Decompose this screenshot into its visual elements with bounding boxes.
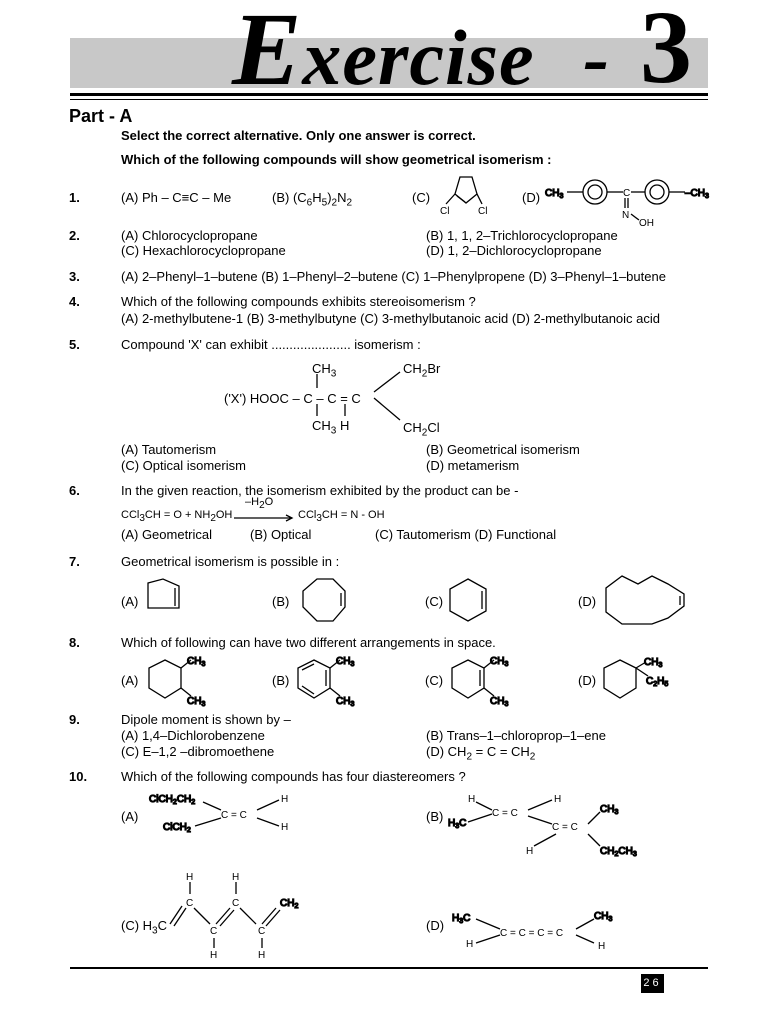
q10b-ch3: $CH_3$ xyxy=(600,804,619,816)
q10a-clch2ch2: $ClCH_2CH_2$ xyxy=(149,794,196,806)
q7-number: 7. xyxy=(69,554,80,569)
q6-product: CCl$_3$CH = N - OH xyxy=(298,509,385,525)
q4-options: (A) 2-methylbutene-1 (B) 3-methylbutyne (C) 3-methylbutanoic acid (D) 2-methylbutanoic acid xyxy=(121,311,660,326)
q10b-h1: H xyxy=(468,794,476,805)
q5-option-a: (A) Tautomerism xyxy=(121,442,217,457)
q6-option-cd: (C) Tautomerism (D) Functional xyxy=(375,527,557,542)
q10a-c-eq-c: C = C xyxy=(221,810,247,821)
q7-cyclopentene xyxy=(143,578,183,614)
q6-arrow-condition: $-H_2O$ xyxy=(245,496,274,512)
q1-n-atom: N xyxy=(622,210,630,221)
q7-text: Geometrical isomerism is possible in : xyxy=(121,554,340,569)
q6-option-b: (B) Optical xyxy=(250,527,312,542)
q10b-c-eq-c-1: C = C xyxy=(492,808,518,819)
q2-option-c: (C) Hexachlorocyclopropane xyxy=(121,243,286,258)
q10-text: Which of the following compounds has four diastereomers ? xyxy=(121,769,466,784)
q10b-h2: H xyxy=(554,794,562,805)
q8-option-c: (C) xyxy=(425,673,444,688)
q10b-h3: H xyxy=(526,846,534,857)
part-heading: Part - A xyxy=(69,106,133,126)
q10d-h-right: H xyxy=(598,941,606,952)
q8a-ch3-top: $CH_3$ xyxy=(187,656,206,668)
q6-option-a: (A) Geometrical xyxy=(121,527,213,542)
q1-oh: OH xyxy=(639,218,654,229)
q5-ch3-bottom: $CH_3$ H xyxy=(312,418,350,437)
q5-number: 5. xyxy=(69,337,80,352)
q5-main-chain: ('X') HOOC – C – C = C xyxy=(224,391,361,406)
q7-option-b: (B) xyxy=(272,594,290,609)
q10b-ch2ch3: $CH_2CH_3$ xyxy=(600,846,637,858)
q8a-ch3-bottom: $CH_3$ xyxy=(187,696,206,708)
q6-number: 6. xyxy=(69,483,80,498)
q10c-c4: C xyxy=(258,926,266,937)
exercise-number: 3 xyxy=(640,0,692,105)
q10b-h3c: $H_3C$ xyxy=(448,818,467,830)
q9-option-b: (B) Trans–1–chloroprop–1–ene xyxy=(426,728,606,743)
q10b-c-eq-c-2: C = C xyxy=(552,822,578,833)
q10d-h-left: H xyxy=(466,939,474,950)
q8-option-b: (B) xyxy=(272,673,290,688)
q1-d-ch3-right: $-CH_3$ xyxy=(685,188,709,200)
q10d-ch3: $CH_3$ xyxy=(594,911,613,923)
q5-ch2br: $CH_2Br$ xyxy=(403,361,441,380)
q1-number: 1. xyxy=(69,190,80,205)
q10-structure-b xyxy=(448,790,658,860)
q10-option-d: (D) xyxy=(426,918,445,933)
q10c-h4: H xyxy=(258,950,266,961)
q8-number: 8. xyxy=(69,635,80,650)
q1-cyclopentene-structure xyxy=(440,172,500,220)
q1-d-ch3-left: $CH_3$ xyxy=(545,188,564,200)
q8-text: Which of following can have two different arrangements in space. xyxy=(121,635,496,650)
q1-option-a: (A) Ph – C≡C – Me xyxy=(121,190,232,205)
q7-option-c: (C) xyxy=(425,594,444,609)
q10-number: 10. xyxy=(69,769,88,784)
q7-cycloheptene xyxy=(295,577,355,627)
q5-ch2cl: $CH_2Cl$ xyxy=(403,420,440,439)
q9-option-c: (C) E–1,2 –dibromoethene xyxy=(121,744,275,759)
q10c-ch2: $CH_2$ xyxy=(280,898,299,910)
q4-text: Which of the following compounds exhibits stereoisomerism ? xyxy=(121,294,476,309)
q8c-ch3-bottom: $CH_3$ xyxy=(490,696,509,708)
q5-text: Compound 'X' can exhibit ...................... isomerism : xyxy=(121,337,421,352)
q8b-ch3-bottom: $CH_3$ xyxy=(336,696,355,708)
q8-option-d: (D) xyxy=(578,673,597,688)
q10-structure-a xyxy=(145,790,305,840)
q10-option-a: (A) xyxy=(121,809,139,824)
q7-cyclohexene xyxy=(448,577,492,625)
q9-number: 9. xyxy=(69,712,80,727)
q10-structure-c xyxy=(170,868,310,961)
q10-structure-d xyxy=(450,905,620,955)
q1-option-d-label: (D) xyxy=(522,190,541,205)
q10c-c3: C xyxy=(210,926,218,937)
q1-option-b: (B) $(C_6H_5)_2N_2$ xyxy=(272,190,353,209)
q5-ch3-top: $CH_3$ xyxy=(312,361,337,380)
q10d-cumulene: C = C = C = C xyxy=(500,928,564,939)
q8-xylene xyxy=(294,656,364,706)
q10c-c2: C xyxy=(232,898,240,909)
q8-option-a: (A) xyxy=(121,673,139,688)
q7-option-a: (A) xyxy=(121,594,139,609)
footer-rule xyxy=(70,967,708,969)
q8-dimethylcyclohexane xyxy=(145,656,215,706)
q2-option-a: (A) Chlorocyclopropane xyxy=(121,228,258,243)
q1-cl-right: Cl xyxy=(478,206,488,217)
q10a-h-top: H xyxy=(281,794,289,805)
q8b-ch3-top: $CH_3$ xyxy=(336,656,355,668)
q1-cl-left: Cl xyxy=(440,206,450,217)
q8-ethylmethylcyclohexane xyxy=(600,656,680,706)
q6-reactants: $CCl_3CH = O + NH_2OH$ xyxy=(121,509,233,525)
q2-option-b: (B) 1, 1, 2–Trichlorocyclopropane xyxy=(426,228,618,243)
q1-option-c-label: (C) xyxy=(412,190,431,205)
q8c-ch3-top: $CH_3$ xyxy=(490,656,509,668)
q2-number: 2. xyxy=(69,228,80,243)
q10c-h2: H xyxy=(232,872,240,883)
page-title: Exercise - xyxy=(232,0,611,107)
q6-reaction-arrow xyxy=(234,514,294,524)
q9-option-d: (D) $CH_2 = C = CH_2$ xyxy=(426,744,536,763)
q9-text: Dipole moment is shown by – xyxy=(121,712,291,727)
instruction-1: Select the correct alternative. Only one answer is correct. xyxy=(121,128,476,143)
q10-option-c: (C) $H_3C$ xyxy=(121,918,167,937)
q6-text: In the given reaction, the isomerism exhibited by the product can be - xyxy=(121,483,519,498)
q5-option-d: (D) metamerism xyxy=(426,458,520,473)
q2-option-d: (D) 1, 2–Dichlorocyclopropane xyxy=(426,243,602,258)
q8d-ch3: $CH_3$ xyxy=(644,657,663,669)
instruction-2: Which of the following compounds will show geometrical isomerism : xyxy=(121,152,552,167)
q7-option-d: (D) xyxy=(578,594,597,609)
q1-oxime-structure xyxy=(545,178,715,229)
q10a-clch2: ClCH$_2$ xyxy=(163,822,191,834)
q10a-h-bottom: H xyxy=(281,822,289,833)
q4-number: 4. xyxy=(69,294,80,309)
q1-c-atom: C xyxy=(623,188,631,199)
q10c-h1: H xyxy=(186,872,194,883)
q10c-h3: H xyxy=(210,950,218,961)
q7-cyclodecene xyxy=(600,574,690,626)
q3-number: 3. xyxy=(69,269,80,284)
q10d-h3c: $H_3C$ xyxy=(452,913,471,925)
q8-dimethylcyclohexene xyxy=(448,656,518,706)
q5-option-b: (B) Geometrical isomerism xyxy=(426,442,580,457)
q8d-c2h5: $C_2H_5$ xyxy=(646,676,669,688)
q5-option-c: (C) Optical isomerism xyxy=(121,458,246,473)
q3-options: (A) 2–Phenyl–1–butene (B) 1–Phenyl–2–butene (C) 1–Phenylpropene (D) 3–Phenyl–1–butene xyxy=(121,269,666,284)
page-number: 26 xyxy=(641,974,664,993)
q10c-c1: C xyxy=(186,898,194,909)
q10-option-b: (B) xyxy=(426,809,444,824)
q9-option-a: (A) 1,4–Dichlorobenzene xyxy=(121,728,265,743)
